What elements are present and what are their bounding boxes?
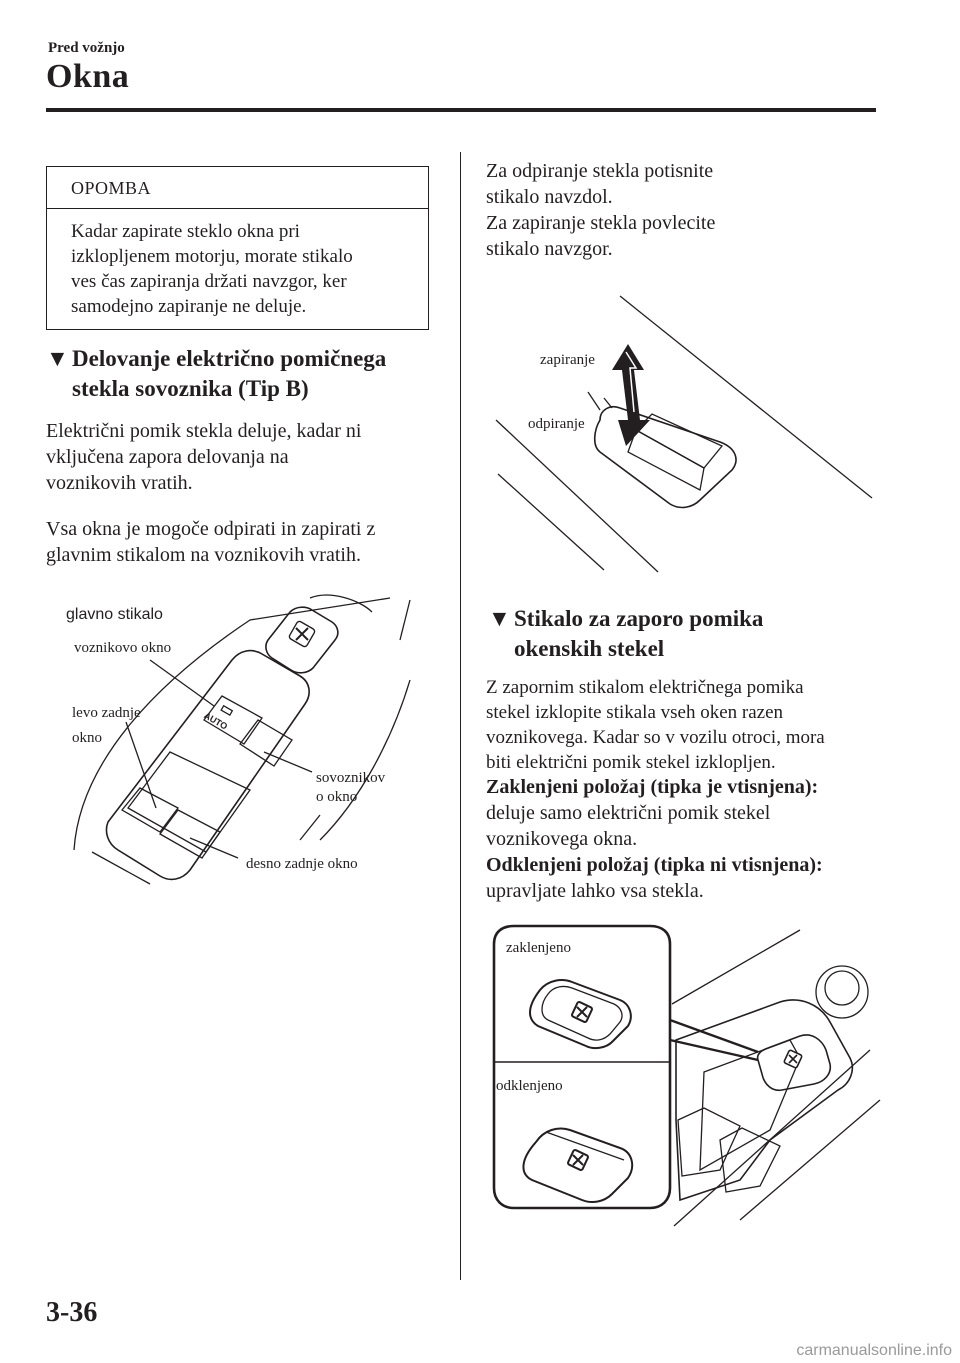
window-switch	[720, 1128, 780, 1192]
text-line: stekel izklopite stikala vseh oken razen	[486, 702, 784, 723]
text-line: glavnim stikalom na voznikovih vratih.	[46, 544, 361, 566]
note-line: samodejno zapiranje ne deluje.	[71, 296, 307, 317]
text-line: voznikovih vratih.	[46, 472, 193, 494]
unlocked-text: upravljate lahko vsa stekla.	[486, 880, 704, 902]
text-line: Z zapornim stikalom električnega pomika	[486, 677, 804, 698]
label-rear-left-window-2: okno	[72, 730, 102, 746]
label-rear-left-window: levo zadnje	[72, 705, 141, 721]
auto-label: AUTO	[202, 710, 230, 732]
lock-icon-door	[784, 1050, 803, 1069]
text-line: voznikovega. Kadar so v vozilu otroci, mora	[486, 727, 825, 748]
label-rear-right-window: desno zadnje okno	[246, 856, 358, 872]
text-line: vključena zapora delovanja na	[46, 446, 289, 468]
heading-line: Stikalo za zaporo pomika	[514, 606, 764, 631]
label-locked: zaklenjeno	[506, 940, 571, 956]
page-title: Okna	[46, 58, 130, 95]
section-label: Pred vožnjo	[48, 40, 125, 56]
note-line: izklopljenem motorju, morate stikalo	[71, 246, 353, 267]
heading-line: stekla sovoznika (Tip B)	[72, 376, 309, 401]
text-line: Vsa okna je mogoče odpirati in zapirati z	[46, 518, 376, 540]
text-line: biti električni pomik stekel izklopljen.	[486, 752, 776, 773]
note-line: ves čas zapiranja držati navzgor, ker	[71, 271, 347, 292]
heading-line: okenskih stekel	[514, 636, 665, 661]
note-line: Kadar zapirate steklo okna pri	[71, 221, 300, 242]
text-line: Za zapiranje stekla povlecite	[486, 212, 716, 234]
note-heading: OPOMBA	[47, 167, 428, 209]
text-line: stikalo navzgor.	[486, 238, 613, 260]
page-number: 3-36	[46, 1297, 98, 1328]
lock-icon-unlocked	[567, 1149, 588, 1170]
figure-label-main-switch: glavno stikalo	[66, 606, 163, 623]
lock-icon-locked	[571, 1001, 592, 1022]
heading-line: Delovanje električno pomičnega	[72, 346, 387, 371]
triangle-marker-icon: ▼	[46, 346, 69, 371]
label-close: zapiranje	[540, 352, 595, 368]
text-line: Električni pomik stekla deluje, kadar ni	[46, 420, 362, 442]
watermark: carmanualsonline.info	[796, 1342, 952, 1359]
label-open: odpiranje	[528, 416, 585, 432]
text-line: Za odpiranje stekla potisnite	[486, 160, 714, 182]
label-driver-window: voznikovo okno	[74, 640, 172, 656]
label-passenger-window-2: o okno	[316, 789, 358, 805]
unlocked-heading: Odklenjeni položaj (tipka ni vtisnjena):	[486, 854, 823, 876]
label-passenger-window: sovoznikov	[316, 770, 386, 786]
text-line: deluje samo električni pomik stekel	[486, 802, 771, 824]
locked-heading: Zaklenjeni položaj (tipka je vtisnjena):	[486, 776, 819, 798]
text-line: voznikovega okna.	[486, 828, 638, 850]
text-line: stikalo navzdol.	[486, 186, 613, 208]
window-switch	[678, 1108, 740, 1176]
triangle-marker-icon: ▼	[488, 606, 511, 631]
label-unlocked: odklenjeno	[496, 1078, 563, 1094]
